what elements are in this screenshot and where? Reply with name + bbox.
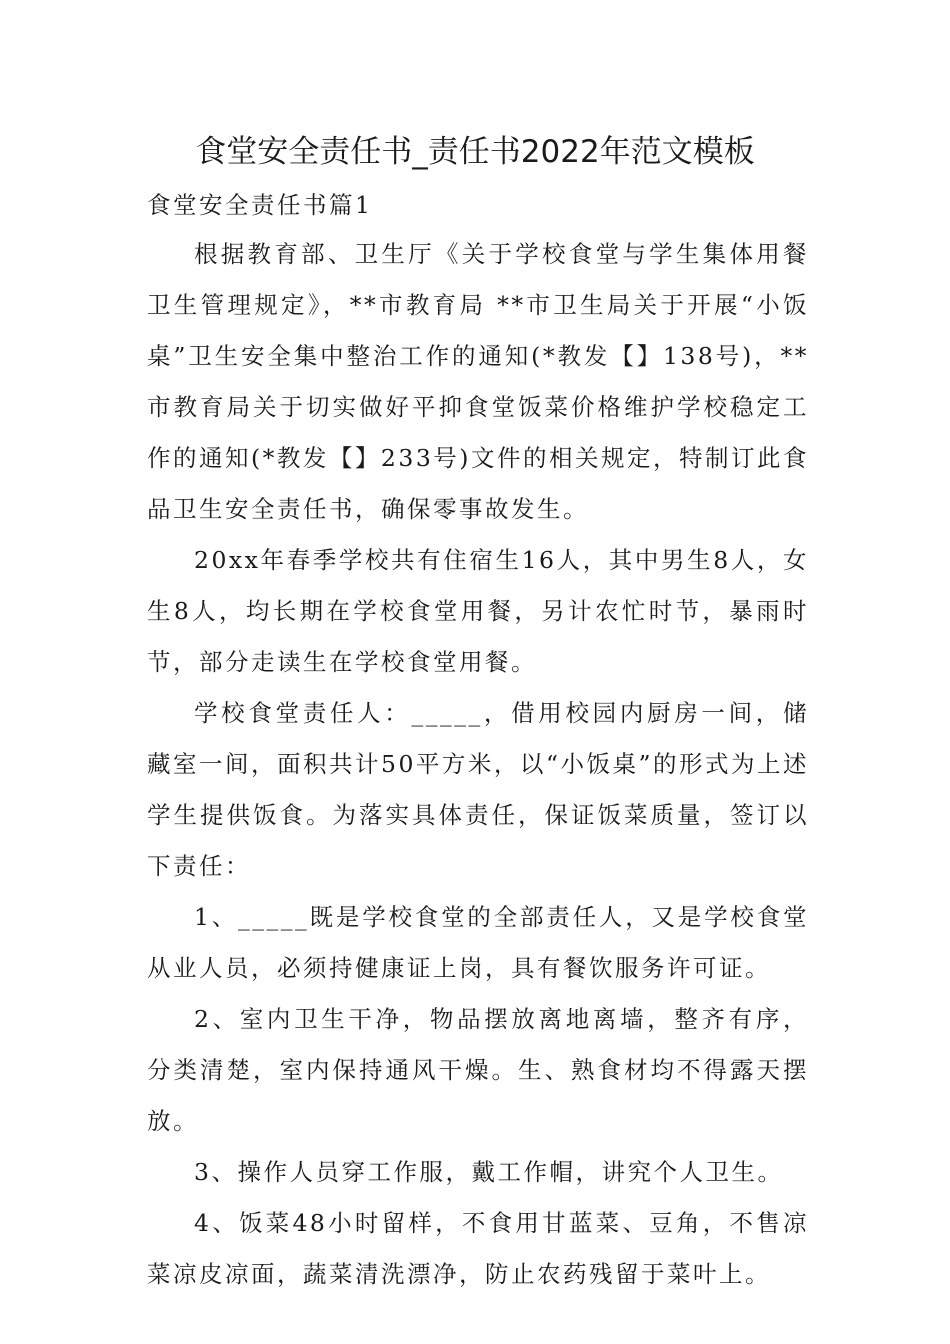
paragraph-students: 20xx年春季学校共有住宿生16人，其中男生8人，女生8人，均长期在学校食堂用餐，另计农忙时节，暴雨时节，部分走读生在学校食堂用餐。: [147, 546, 809, 676]
paragraph-item-3: 3、操作人员穿工作服，戴工作帽，讲究个人卫生。: [194, 1158, 784, 1186]
paragraph-item-4: 4、饭菜48小时留样，不食用甘蓝菜、豆角，不售凉菜凉皮凉面，蔬菜清洗漂净，防止农药残留于菜叶上。: [147, 1209, 809, 1288]
paragraph-item-2: 2、室内卫生干净，物品摆放离地离墙，整齐有序，分类清楚，室内保持通风干燥。生、熟食材均不得露天摆放。: [147, 1005, 809, 1135]
document-body: [147, 178, 809, 1300]
document-title: 食堂安全责任书_责任书2022年范文模板: [195, 134, 755, 170]
section-heading: 食堂安全责任书篇1: [147, 191, 373, 219]
paragraph-basis: 根据教育部、卫生厅《关于学校食堂与学生集体用餐卫生管理规定》，**市教育局 **市卫生局关于开展“小饭桌”卫生安全集中整治工作的通知(*教发【】138号)，**市教育局关于切实做好平抑食堂饭菜价格维护学校稳定工作的通知(*教发【】233号)文件的相关规定，特制订此食品卫生安全责任书，确保零事故发生。: [147, 240, 809, 523]
paragraph-responsible-person: 学校食堂责任人：_____，借用校园内厨房一间，储藏室一间，面积共计50平方米，以“小饭桌”的形式为上述学生提供饭食。为落实具体责任，保证饭菜质量，签订以下责任：: [147, 699, 809, 880]
paragraph-item-1: 1、_____既是学校食堂的全部责任人，又是学校食堂从业人员，必须持健康证上岗，具有餐饮服务许可证。: [147, 903, 809, 982]
